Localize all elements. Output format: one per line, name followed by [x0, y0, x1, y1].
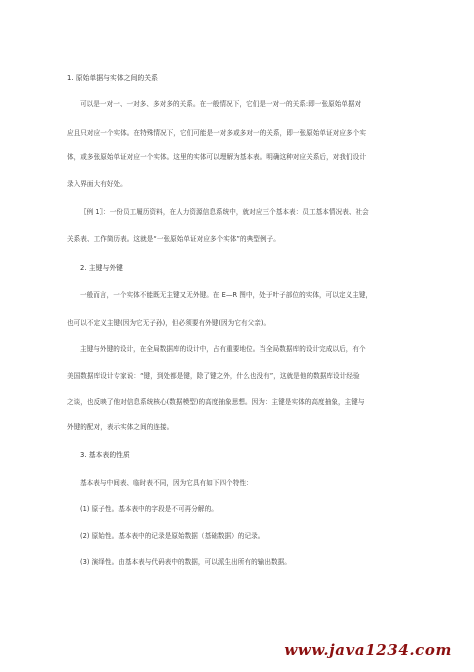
list-item: (3) 演绎性。由基本表与代码表中的数据，可以派生出所有的输出数据。 [80, 558, 291, 566]
section-heading-2: 2. 主键与外键 [80, 264, 124, 272]
paragraph-line: 主键与外键的设计，在全局数据库的设计中，占有重要地位。当全局数据库的设计完成以后，有个 [80, 345, 366, 353]
example-line: 关系表、工作简历表。这就是“一张原始单证对应多个实体”的典型例子。 [67, 235, 280, 243]
watermark: www.java1234.com [284, 641, 452, 659]
paragraph-line: 基本表与中间表、临时表不同，因为它具有如下四个特性： [80, 479, 253, 487]
list-item: (2) 原始性。基本表中的记录是原始数据（基础数据）的记录。 [80, 532, 265, 540]
paragraph-line: 应且只对应一个实体。在特殊情况下，它们可能是一对多或多对一的关系，即一张原始单证对应多个实 [67, 129, 366, 137]
paragraph-line: 体，或多张原始单证对应一个实体。这里的实体可以理解为基本表。明确这种对应关系后，对我们设计 [67, 153, 366, 161]
paragraph-line: 也可以不定义主键(因为它无子孙)，但必须要有外键(因为它有父亲)。 [67, 319, 271, 327]
section-heading-3: 3. 基本表的性质 [80, 451, 130, 459]
example-line: 〖例 1〗：一份员工履历资料，在人力资源信息系统中，就对应三个基本表：员工基本情况表、社会 [80, 208, 369, 216]
section-heading-1: 1. 原始单据与实体之间的关系 [67, 74, 158, 82]
paragraph-line: 美国数据库设计专家说：“键，到处都是键，除了键之外，什么也没有”，这就是他的数据库设计经验 [67, 372, 360, 380]
paragraph-line: 录入界面大有好处。 [67, 180, 127, 188]
list-item: (1) 原子性。基本表中的字段是不可再分解的。 [80, 505, 218, 513]
paragraph-line: 之谈，也反映了他对信息系统核心(数据模型)的高度抽象思想。因为：主键是实体的高度抽象，主键与 [67, 398, 365, 406]
paragraph-line: 一般而言，一个实体不能既无主键又无外键。在 E—R 图中，处于叶子部位的实体，可以定义主键， [80, 291, 373, 299]
paragraph-line: 可以是一对一、一对多、多对多的关系。在一般情况下，它们是一对一的关系:即一张原始单据对 [80, 100, 362, 108]
paragraph-line: 外键的配对，表示实体之间的连接。 [67, 423, 174, 431]
